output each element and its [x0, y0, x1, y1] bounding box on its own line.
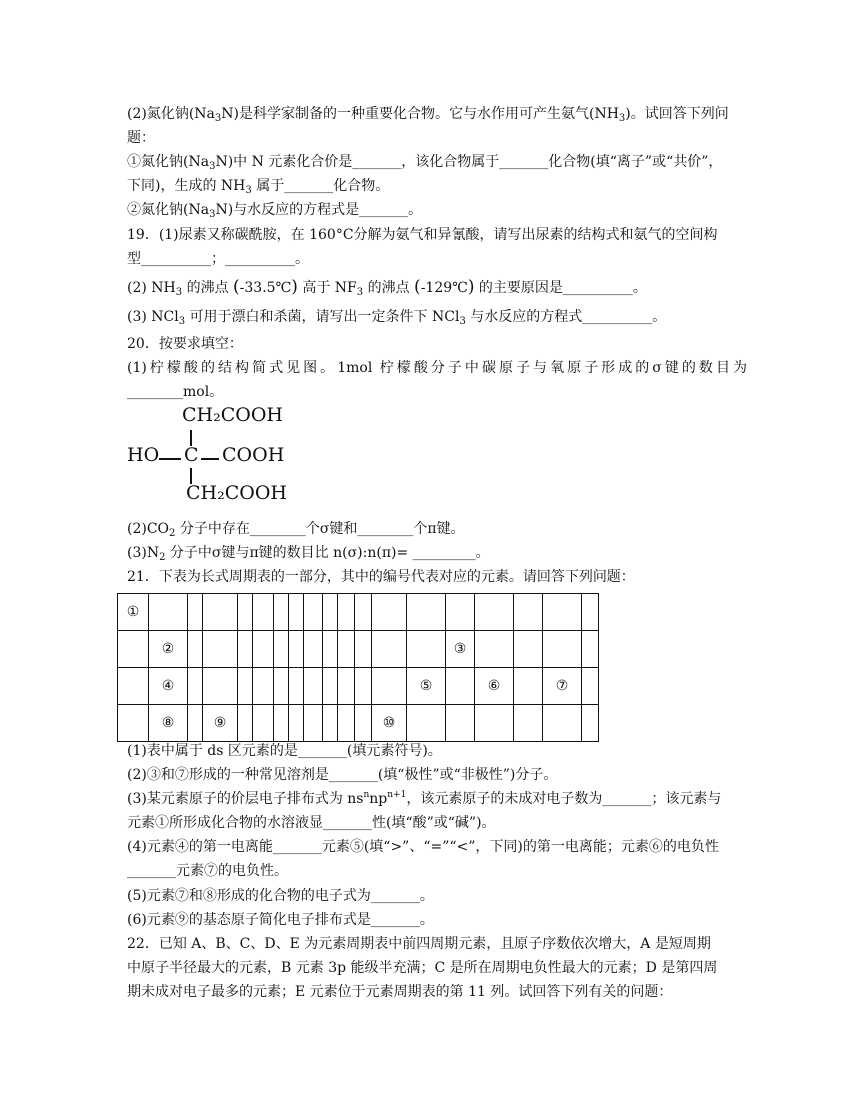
table-cell: ⑤: [407, 668, 446, 705]
table-cell: [372, 594, 407, 631]
table-cell: [355, 631, 372, 668]
citric-acid-structure: [127, 400, 327, 508]
table-cell: [238, 631, 253, 668]
table-cell: [274, 705, 289, 742]
table-cell: [407, 594, 446, 631]
table-cell: [338, 594, 355, 631]
text-line: 20．按要求填空：: [127, 336, 243, 352]
text-line: 期未成对电子最多的元素；E 元素位于元素周期表的第 11 列。试回答下列有关的问题：: [127, 984, 673, 1000]
table-cell: [304, 668, 323, 705]
text-line: _______元素⑦的电负性。: [127, 863, 288, 879]
table-cell: [514, 594, 543, 631]
text-line: (3)某元素原子的价层电子排布式为 $ns^nnp^{n+1}$，该元素原子的未成对电子数为_______；该元素与: [127, 790, 722, 807]
text-line: ________mol。: [127, 384, 224, 400]
text-line: (5)元素⑦和⑧形成的化合物的电子式为_______。: [127, 888, 434, 904]
table-cell: [188, 668, 203, 705]
table-cell: [475, 705, 514, 742]
table-cell: [543, 594, 582, 631]
table-cell: [289, 705, 304, 742]
text-line: 21．下表为长式周期表的一部分，其中的编号代表对应的元素。请回答下列问题：: [127, 569, 635, 585]
table-cell: [372, 631, 407, 668]
table-cell: ④: [149, 668, 188, 705]
table-cell: [543, 631, 582, 668]
table-cell: [582, 705, 599, 742]
table-cell: [514, 668, 543, 705]
table-cell: [188, 705, 203, 742]
table-cell: [446, 705, 475, 742]
left-bond: [159, 458, 181, 460]
table-row: [118, 631, 599, 668]
table-cell: [289, 594, 304, 631]
table-cell: [338, 631, 355, 668]
text-line: 题：: [127, 130, 155, 146]
table-cell: [188, 594, 203, 631]
center-atom: C: [184, 444, 199, 466]
table-cell: [323, 668, 338, 705]
table-cell: [274, 594, 289, 631]
table-cell: [238, 594, 253, 631]
right-group: COOH: [222, 444, 285, 466]
text-line: (6)元素⑨的基态原子简化电子排布式是_______。: [127, 912, 434, 928]
table-row: [118, 705, 599, 742]
table-cell: [253, 594, 274, 631]
table-cell: [446, 594, 475, 631]
table-cell: ⑩: [372, 705, 407, 742]
table-cell: ⑥: [475, 668, 514, 705]
text-line: $(3)N_2$ 分子中σ键与π键的数目比 n(σ):n(π)= _________。: [127, 545, 490, 563]
text-line: 19．(1)尿素又称碳酰胺，在 160°C分解为氨气和异氰酸，请写出尿素的结构式和氨气的空间构: [127, 227, 718, 243]
text-line: (2)氮化钠$(Na_3N)$是科学家制备的一种重要化合物。它与水作用可产生氨气$(NH_3)$。试回答下列问: [127, 106, 729, 124]
table-cell: ①: [118, 594, 149, 631]
table-cell: [203, 668, 238, 705]
table-cell: ②: [149, 631, 188, 668]
table-cell: [582, 631, 599, 668]
text-line: 型__________；__________。: [127, 251, 309, 267]
table-cell: [475, 594, 514, 631]
text-line: (1)表中属于 ds 区元素的是_______(填元素符号)。: [127, 743, 442, 759]
table-cell: [203, 594, 238, 631]
text-line: ①氮化钠$(Na_3N)$中 N 元素化合价是_______，该化合物属于_______化合物(填“离子”或“共价”，: [127, 154, 723, 172]
table-row: [118, 594, 599, 631]
table-cell: [338, 705, 355, 742]
text-line: 下同)，生成的 $NH_3$ 属于_______化合物。: [127, 178, 390, 196]
table-cell: [274, 668, 289, 705]
table-cell: [372, 668, 407, 705]
table-cell: [582, 668, 599, 705]
table-cell: [355, 594, 372, 631]
table-cell: ⑨: [203, 705, 238, 742]
table-cell: [188, 631, 203, 668]
text-line: (2)③和⑦形成的一种常见溶剂是_______(填“极性”或“非极性”)分子。: [127, 767, 558, 783]
table-cell: [289, 631, 304, 668]
table-cell: [253, 631, 274, 668]
table-cell: [446, 668, 475, 705]
table-cell: [323, 705, 338, 742]
table-cell: [118, 705, 149, 742]
table-cell: [238, 705, 253, 742]
table-cell: [323, 594, 338, 631]
table-cell: [274, 631, 289, 668]
text-line: (1)柠檬酸的结构简式见图。1mol 柠檬酸分子中碳原子与氧原子形成的σ键的数目为: [127, 360, 747, 376]
table-cell: [355, 705, 372, 742]
table-cell: [475, 631, 514, 668]
text-line: $(2)CO_2$ 分子中存在________个σ键和________个π键。: [127, 521, 465, 539]
text-line: ②氮化钠$(Na_3N)$与水反应的方程式是_______。: [127, 202, 423, 220]
top-group: CH₂COOH: [182, 404, 283, 426]
table-cell: [582, 594, 599, 631]
table-cell: [253, 705, 274, 742]
table-cell: [304, 705, 323, 742]
right-bond: [201, 458, 219, 460]
table-cell: [253, 668, 274, 705]
table-cell: [543, 705, 582, 742]
table-cell: [338, 668, 355, 705]
table-cell: [407, 631, 446, 668]
text-line: 元素①所形成化合物的水溶液显_______性(填“酸”或“碱”)。: [127, 815, 496, 831]
table-cell: [514, 705, 543, 742]
left-group: HO: [127, 444, 160, 466]
table-cell: ⑧: [149, 705, 188, 742]
table-cell: [289, 668, 304, 705]
table-cell: [203, 631, 238, 668]
text-line: 中原子半径最大的元素，B 元素 3p 能级半充满；C 是所在周期电负性最大的元素；D 是第四周: [127, 960, 718, 976]
text-line: (3) NCl$_3$ 可用于漂白和杀菌，请写出一定条件下 NCl$_3$ 与水反应的方程式__________。: [127, 309, 667, 327]
table-cell: [149, 594, 188, 631]
table-cell: [514, 631, 543, 668]
bottom-group: CH₂COOH: [186, 482, 287, 504]
table-cell: [355, 668, 372, 705]
table-cell: ③: [446, 631, 475, 668]
table-cell: [118, 631, 149, 668]
table-cell: [238, 668, 253, 705]
table-cell: [323, 631, 338, 668]
table-cell: ⑦: [543, 668, 582, 705]
table-cell: [304, 594, 323, 631]
text-line: 22．已知 A、B、C、D、E 为元素周期表中前四周期元素，且原子序数依次增大，A 是短周期: [127, 936, 711, 952]
text-line: (2) $NH_3$ 的沸点 (-33.5℃) 高于 $NF_3$ 的沸点 (-129℃) 的主要原因是__________。: [127, 277, 647, 298]
periodic-table: [117, 593, 599, 742]
table-cell: [118, 668, 149, 705]
table-cell: [407, 705, 446, 742]
table-row: [118, 668, 599, 705]
table-cell: [304, 631, 323, 668]
text-line: (4)元素④的第一电离能_______元素⑤(填“>”、“=”“<”，下同)的第一电离能；元素⑥的电负性: [127, 839, 719, 855]
